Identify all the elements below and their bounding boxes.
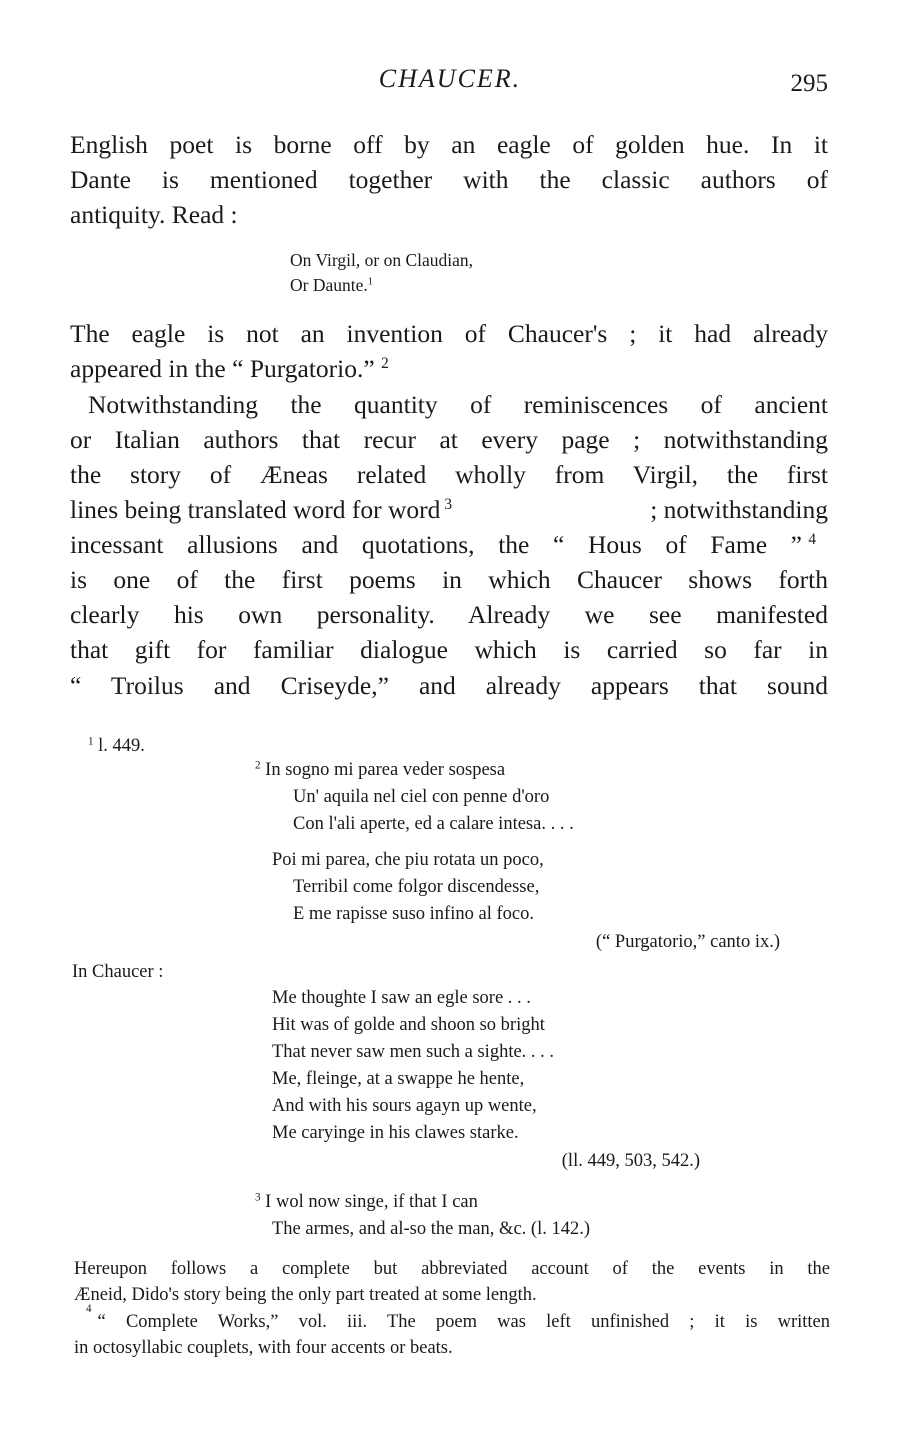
body-line: “ Troilus and Criseyde,” and already appears that sound — [70, 671, 828, 700]
in-chaucer-label: In Chaucer : — [72, 962, 164, 982]
footnote-2-line — [255, 757, 505, 784]
verse-source: (ll. 449, 503, 542.) — [561, 1151, 700, 1171]
body-line: Dante is mentioned together with the classic authors of — [70, 165, 828, 194]
verse-line: E me rapisse suso infino al foco. — [293, 904, 534, 924]
verse-line: Un' aquila nel ciel con penne d'oro — [293, 787, 550, 807]
body-line: Notwithstanding the quantity of reminiscences of ancient — [88, 390, 828, 419]
footnote-text: “ Complete Works,” vol. iii. The poem was left unfinished ; it is written — [97, 1312, 830, 1332]
verse-line: Me caryinge in his clawes starke. — [272, 1123, 519, 1143]
footnote-4-line — [86, 1303, 830, 1336]
footnote-note-line: Æneid, Dido's story being the only part treated at some length. — [74, 1285, 537, 1305]
footnote-1 — [88, 733, 145, 760]
running-head-title: CHAUCER. — [378, 64, 522, 93]
footnote-mark: 1 — [88, 735, 94, 748]
quote-line: On Virgil, or on Claudian, — [290, 250, 474, 270]
body-line: is one of the first poems in which Chaucer shows forth — [70, 565, 828, 594]
quote-line-text: Or Daunte. — [290, 275, 368, 295]
verse-line: In sogno mi parea veder sospesa — [265, 760, 506, 780]
body-line-text — [70, 492, 452, 528]
body-line — [70, 351, 828, 387]
footnote-mark: 4 — [86, 1303, 92, 1315]
body-line-segment: lines being translated word for word — [70, 495, 441, 524]
body-line: The eagle is not an invention of Chaucer's ; it had already — [70, 319, 828, 348]
body-line: that gift for familiar dialogue which is carried so far in — [70, 635, 828, 664]
body-line: the story of Æneas related wholly from Virgil, the first — [70, 460, 828, 489]
body-line-text: incessant allusions and quotations, the “ Hous of Fame ” — [70, 530, 802, 559]
body-line — [70, 492, 828, 528]
verse-line: Hit was of golde and shoon so bright — [272, 1015, 545, 1035]
verse-line: The armes, and al-so the man, &c. (l. 142.) — [272, 1219, 590, 1239]
verse-line: Me, fleinge, at a swappe he hente, — [272, 1069, 525, 1089]
verse-line: Me thoughte I saw an egle sore . . . — [272, 988, 531, 1008]
page-number: 295 — [790, 70, 828, 97]
body-line: antiquity. Read : — [70, 200, 238, 229]
verse-line: That never saw men such a sighte. . . . — [272, 1042, 555, 1062]
footnote-text: in octosyllabic couplets, with four accents or beats. — [74, 1338, 453, 1358]
footnote-mark: 3 — [255, 1191, 261, 1204]
body-line-text: appeared in the “ Purgatorio.” — [70, 354, 375, 383]
body-line: clearly his own personality. Already we see manifested — [70, 600, 828, 629]
footnote-mark: 2 — [255, 759, 261, 772]
verse-line: I wol now singe, if that I can — [265, 1192, 478, 1212]
quote-line — [290, 273, 373, 297]
footnote-ref-4: 4 — [808, 530, 817, 548]
verse-line: Poi mi parea, che piu rotata un poco, — [272, 850, 544, 870]
verse-source: (“ Purgatorio,” canto ix.) — [595, 932, 780, 952]
body-line-segment: ; notwithstanding — [650, 495, 828, 524]
body-line: or Italian authors that recur at every page ; notwithstanding — [70, 425, 828, 454]
verse-line: Terribil come folgor discendesse, — [293, 877, 540, 897]
footnote-note-line: Hereupon follows a complete but abbreviated account of the events in the — [74, 1259, 830, 1279]
footnote-ref-3: 3 — [444, 495, 453, 513]
verse-line: And with his sours agayn up wente, — [272, 1096, 537, 1116]
body-line — [70, 527, 828, 563]
body-line: English poet is borne off by an eagle of golden hue. In it — [70, 130, 828, 159]
footnote-ref-2: 2 — [381, 354, 389, 372]
verse-line: Con l'ali aperte, ed a calare intesa. . . . — [293, 814, 574, 834]
footnote-3-line — [255, 1189, 478, 1216]
footnote-text: l. 449. — [98, 736, 145, 756]
footnote-ref-1: 1 — [367, 276, 374, 288]
